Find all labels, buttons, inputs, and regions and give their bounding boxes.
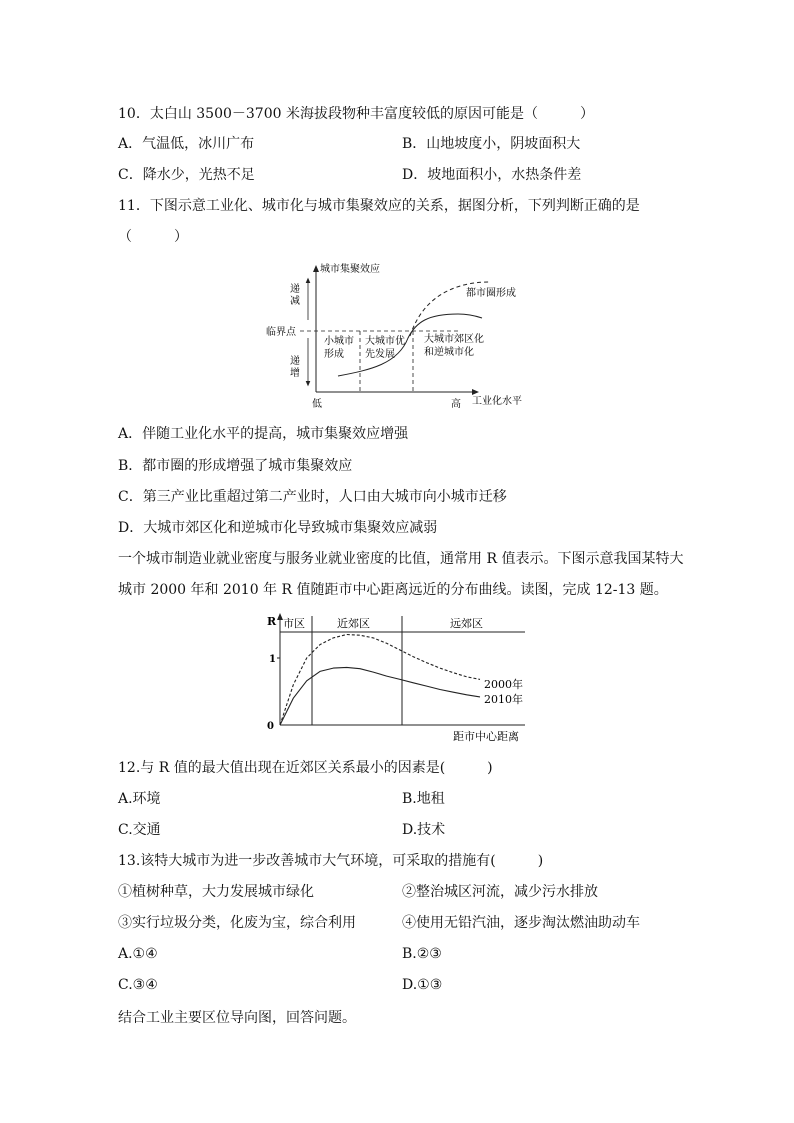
q13-item-3: ③实行垃圾分类，化废为宝，综合利用 — [118, 915, 356, 931]
q10-option-a[interactable]: A．气温低，冰川广布 — [118, 136, 255, 152]
r-value-chart — [255, 610, 555, 745]
x-high-label: 高 — [451, 399, 461, 410]
critical-point-label: 临界点 — [266, 327, 296, 338]
closing-instruction: 结合工业主要区位导向图，回答问题。 — [118, 1010, 356, 1026]
q13-item-4: ④使用无铅汽油，逐步淘汰燃油助动车 — [402, 915, 640, 931]
q11-option-c[interactable]: C．第三产业比重超过第二产业时，人口由大城市向小城市迁移 — [118, 489, 507, 505]
y-upper-label-1: 递 — [290, 284, 300, 295]
y-axis-title: 城市集聚效应 — [320, 264, 380, 275]
zone-label-far-suburb: 远郊区 — [450, 617, 483, 630]
passage-line-2: 城市 2000 年和 2010 年 R 值随距市中心距离远近的分布曲线。读图，完成 12-13 题。 — [118, 582, 668, 598]
q12-option-a[interactable]: A.环境 — [118, 791, 161, 807]
q13-item-2: ②整治城区河流，减少污水排放 — [402, 884, 598, 900]
series-label-2010: 2010年 — [484, 693, 523, 706]
q11-option-a[interactable]: A．伴随工业化水平的提高，城市集聚效应增强 — [118, 426, 409, 442]
agglomeration-diagram — [250, 258, 540, 410]
q13-stem: 13.该特大城市为进一步改善城市大气环境，可采取的措施有( ) — [118, 853, 544, 869]
q10-stem: 10．太白山 3500－3700 米海拔段物种丰富度较低的原因可能是（ ） — [118, 106, 594, 122]
q13-option-d[interactable]: D.①③ — [402, 977, 443, 993]
ytick-label-0: 0 — [267, 721, 274, 732]
y-lower-label-1: 递 — [290, 356, 300, 367]
x-axis-label: 距市中心距离 — [453, 730, 519, 743]
stage3-label-1: 大城市郊区化 — [424, 334, 484, 345]
stage3-label-2: 和逆城市化 — [424, 347, 474, 358]
series-label-2000: 2000年 — [484, 678, 523, 691]
y-upper-label-2: 减 — [290, 296, 300, 307]
q13-item-1: ①植树种草，大力发展城市绿化 — [118, 884, 314, 900]
q11-option-b[interactable]: B．都市圈的形成增强了城市集聚效应 — [118, 458, 353, 474]
q12-option-b[interactable]: B.地租 — [402, 791, 445, 807]
q10-option-d[interactable]: D．坡地面积小，水热条件差 — [402, 167, 582, 183]
stage1-label-1: 小城市 — [324, 336, 354, 347]
stage1-label-2: 形成 — [324, 349, 344, 360]
y-lower-label-2: 增 — [290, 368, 300, 379]
x-axis-title: 工业化水平 — [472, 396, 522, 407]
passage-line-1: 一个城市制造业就业密度与服务业就业密度的比值，通常用 R 值表示。下图示意我国某特大 — [118, 551, 684, 567]
q11-answer-paren: （ ） — [118, 229, 188, 245]
stage2-label-1: 大城市优 — [365, 336, 405, 347]
series-line-1 — [280, 667, 480, 725]
q13-option-a[interactable]: A.①④ — [118, 946, 158, 962]
zone-label-urban: 市区 — [283, 617, 305, 630]
q10-option-c[interactable]: C．降水少，光热不足 — [118, 167, 255, 183]
ytick-label-1: 1 — [269, 654, 276, 665]
q11-stem: 11．下图示意工业化、城市化与城市集聚效应的关系，据图分析，下列判断正确的是 — [118, 198, 640, 214]
q10-option-b[interactable]: B．山地坡度小，阴坡面积大 — [402, 136, 581, 152]
x-low-label: 低 — [312, 399, 322, 410]
q13-option-b[interactable]: B.②③ — [402, 946, 442, 962]
series-line-0 — [280, 635, 480, 726]
q12-stem: 12.与 R 值的最大值出现在近郊区关系最小的因素是( ) — [118, 760, 493, 776]
zone-label-near-suburb: 近郊区 — [337, 617, 370, 630]
q11-option-d[interactable]: D．大城市郊区化和逆城市化导致城市集聚效应减弱 — [118, 520, 438, 536]
metro-label: 都市圈形成 — [466, 288, 516, 299]
q12-option-d[interactable]: D.技术 — [402, 822, 446, 838]
stage2-label-2: 先发展 — [365, 349, 395, 360]
q12-option-c[interactable]: C.交通 — [118, 822, 161, 838]
y-axis-label: R — [267, 615, 277, 628]
q13-option-c[interactable]: C.③④ — [118, 977, 158, 993]
